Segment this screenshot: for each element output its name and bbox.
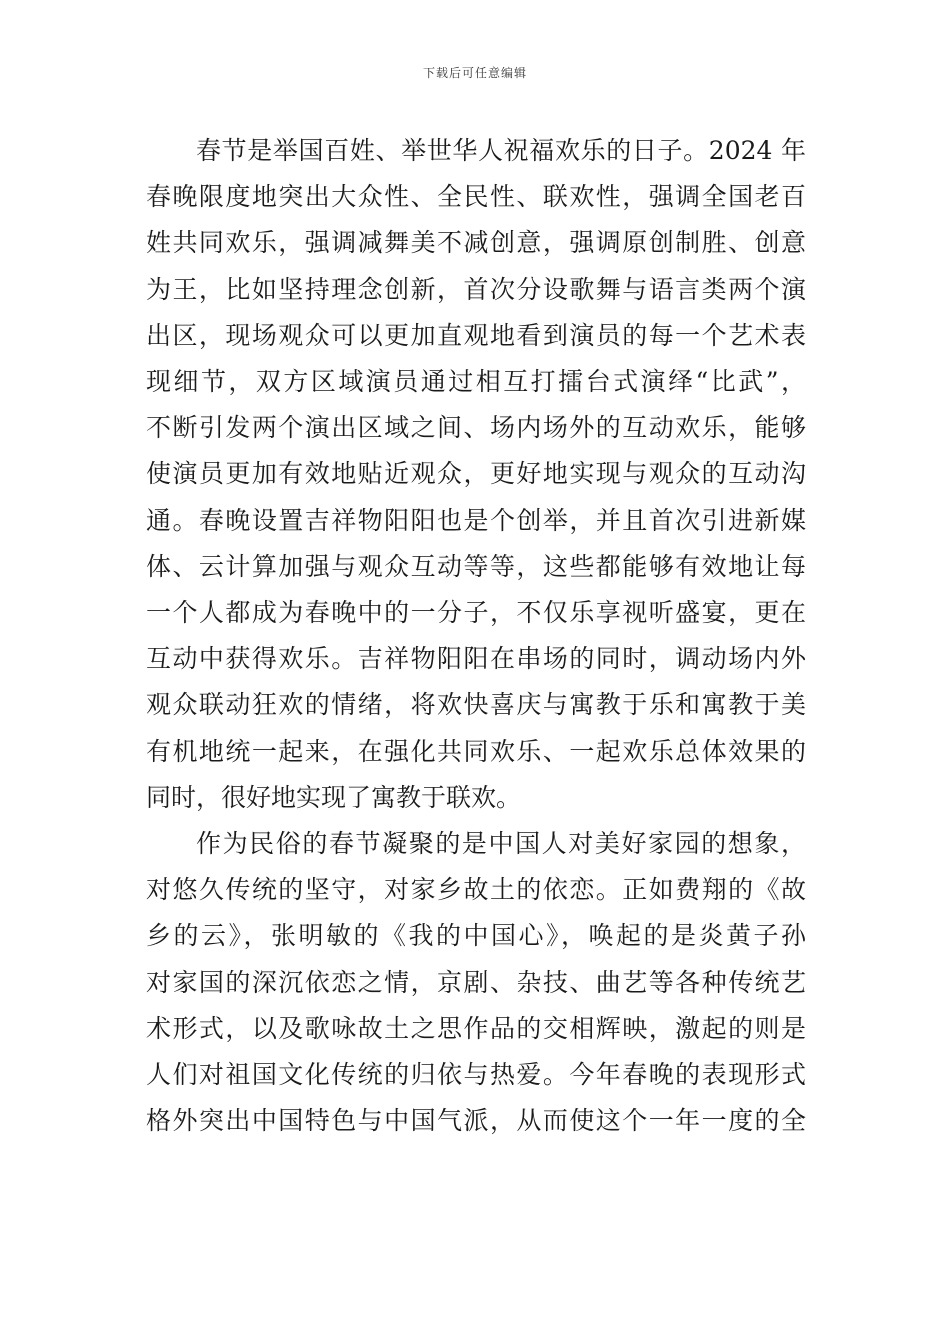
text-line: 出区，现场观众可以更加直观地看到演员的每一个艺术表 bbox=[146, 320, 806, 350]
text-line: 有机地统一起来，在强化共同欢乐、一起欢乐总体效果的 bbox=[146, 736, 806, 766]
text-line: 现细节，双方区域演员通过相互打擂台式演绎“比武”， bbox=[146, 367, 806, 397]
text-line: 姓共同欢乐，强调减舞美不减创意，强调原创制胜、创意 bbox=[146, 228, 806, 258]
text-line: 不断引发两个演出区域之间、场内场外的互动欢乐，能够 bbox=[146, 413, 806, 443]
page-header: 下载后可任意编辑 bbox=[422, 66, 527, 80]
text-line: 对悠久传统的坚守，对家乡故土的依恋。正如费翔的《故 bbox=[146, 875, 806, 905]
paragraph-2 bbox=[146, 821, 806, 1144]
text-line: 人们对祖国文化传统的归依与热爱。今年春晚的表现形式 bbox=[146, 1060, 806, 1090]
text-line: 通。春晚设置吉祥物阳阳也是个创举，并且首次引进新媒 bbox=[146, 505, 806, 535]
text-line: 同时，很好地实现了寓教于联欢。 bbox=[146, 782, 522, 812]
text-line: 作为民俗的春节凝聚的是中国人对美好家园的想象， bbox=[196, 829, 806, 859]
text-line: 互动中获得欢乐。吉祥物阳阳在串场的同时，调动场内外 bbox=[146, 644, 806, 674]
text-line: 一个人都成为春晚中的一分子，不仅乐享视听盛宴，更在 bbox=[146, 598, 806, 628]
text-line: 观众联动狂欢的情绪，将欢快喜庆与寓教于乐和寓教于美 bbox=[146, 690, 806, 720]
text-line: 对家国的深沉依恋之情，京剧、杂技、曲艺等各种传统艺 bbox=[146, 967, 806, 997]
text-line: 使演员更加有效地贴近观众，更好地实现与观众的互动沟 bbox=[146, 459, 806, 489]
text-line: 体、云计算加强与观众互动等等，这些都能够有效地让每 bbox=[146, 551, 806, 581]
text-line: 格外突出中国特色与中国气派，从而使这个一年一度的全 bbox=[146, 1106, 806, 1136]
document-body bbox=[146, 128, 806, 1144]
text-line: 春节是举国百姓、举世华人祝福欢乐的日子。2024 年 bbox=[196, 136, 806, 165]
text-line: 术形式，以及歌咏故土之思作品的交相辉映，激起的则是 bbox=[146, 1013, 806, 1043]
text-line: 春晚限度地突出大众性、全民性、联欢性，强调全国老百 bbox=[146, 182, 806, 212]
text-line: 为王，比如坚持理念创新，首次分设歌舞与语言类两个演 bbox=[146, 274, 806, 304]
paragraph-1 bbox=[146, 128, 806, 821]
text-line: 乡的云》，张明敏的《我的中国心》，唤起的是炎黄子孙 bbox=[146, 921, 806, 951]
